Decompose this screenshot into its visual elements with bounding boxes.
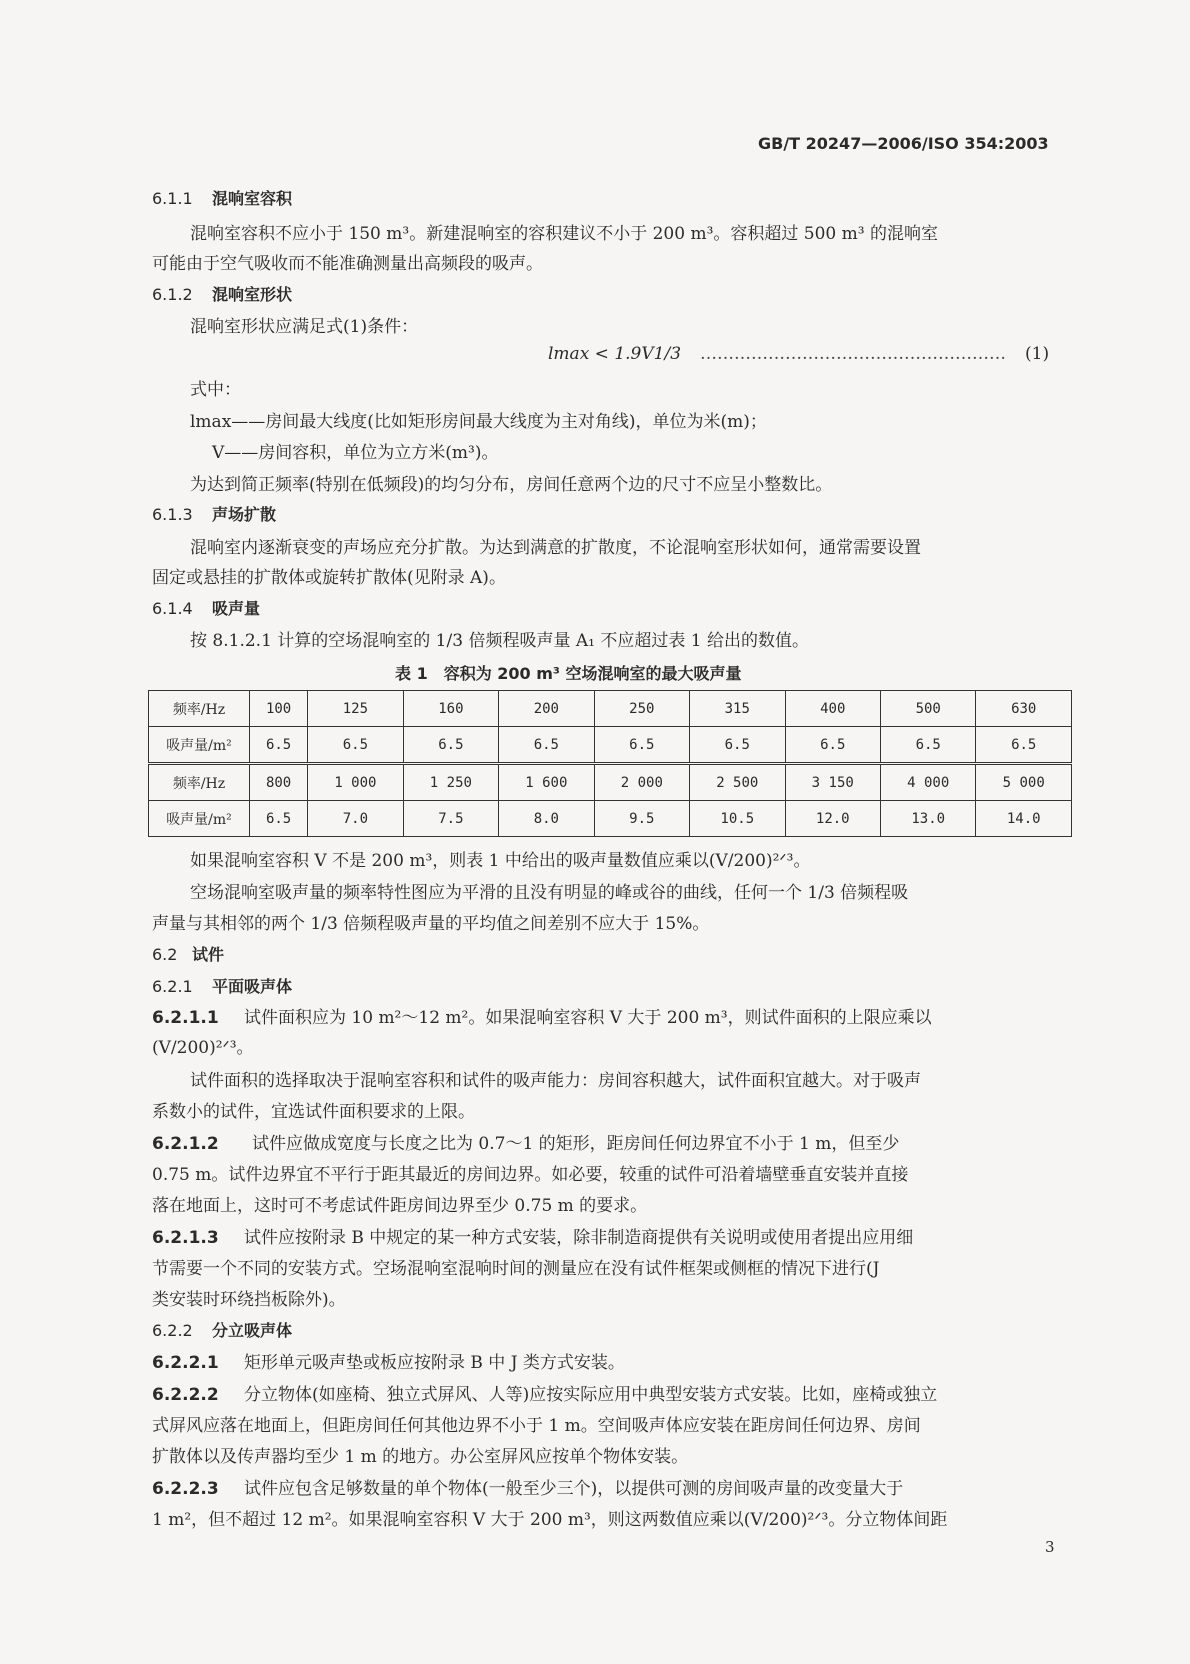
section-heading-6-2-1 <box>152 974 292 1000</box>
paragraph-line: 按 8.1.2.1 计算的空场混响室的 1/3 倍频程吸声量 A₁ 不应超过表 1 给出的数值。 <box>190 631 809 651</box>
formula-leader-dots: ……………………………………………… <box>700 344 1006 364</box>
paragraph-line: 混响室内逐渐衰变的声场应充分扩散。为达到满意的扩散度，不论混响室形状如何，通常需要设置 <box>190 538 921 558</box>
paragraph-line: 类安装时环绕挡板除外)。 <box>152 1290 346 1310</box>
table-cell: 7.0 <box>308 801 403 837</box>
table-cell: 2 500 <box>690 764 785 801</box>
section-heading-6-1-2 <box>152 282 292 308</box>
paragraph-line: 式屏风应落在地面上，但距房间任何其他边界不小于 1 m。空间吸声体应安装在距房间任何边界、房间 <box>152 1416 921 1436</box>
standard-code: GB/T 20247—2006/ISO 354:2003 <box>758 134 1049 153</box>
section-title: 声场扩散 <box>212 505 277 524</box>
table-cell: 5 000 <box>976 764 1072 801</box>
table-cell: 14.0 <box>976 801 1072 837</box>
table-cell: 6.5 <box>976 727 1072 764</box>
table-cell: 100 <box>250 691 308 727</box>
section-title: 试件 <box>192 945 225 964</box>
table-cell: 500 <box>880 691 975 727</box>
table-cell: 6.5 <box>250 801 308 837</box>
section-title: 分立吸声体 <box>212 1321 293 1340</box>
table-cell: 10.5 <box>690 801 785 837</box>
table-cell: 250 <box>594 691 689 727</box>
table-cell: 2 000 <box>594 764 689 801</box>
table-cell: 6.5 <box>308 727 403 764</box>
table-cell: 800 <box>250 764 308 801</box>
paragraph-line: 系数小的试件，宜选试件面积要求的上限。 <box>152 1102 475 1122</box>
paragraph-line: 1 m²，但不超过 12 m²。如果混响室容积 V 大于 200 m³，则这两数值应乘以(V/200)²ᐟ³。分立物体间距 <box>152 1510 948 1530</box>
paragraph-line <box>152 1005 932 1031</box>
paragraph-line: 可能由于空气吸收而不能准确测量出高频段的吸声。 <box>152 254 543 274</box>
section-number: 6.2 <box>152 945 178 964</box>
paragraph-line: 空场混响室吸声量的频率特性图应为平滑的且没有明显的峰或谷的曲线，任何一个 1/3 倍频程吸 <box>190 883 909 903</box>
table-cell: 8.0 <box>499 801 594 837</box>
table-cell: 12.0 <box>785 801 880 837</box>
paragraph-line: 节需要一个不同的安装方式。空场混响室混响时间的测量应在没有试件框架或侧框的情况下进行(J <box>152 1259 880 1279</box>
section-number: 6.2.1 <box>152 977 193 996</box>
paragraph-line <box>152 1476 903 1502</box>
section-number: 6.1.1 <box>152 189 193 208</box>
section-number: 6.2.2 <box>152 1321 193 1340</box>
table-cell: 160 <box>403 691 498 727</box>
paragraph-line: 试件面积的选择取决于混响室容积和试件的吸声能力：房间容积越大，试件面积宜越大。对于吸声 <box>190 1071 921 1091</box>
row-label: 频率/Hz <box>149 691 250 727</box>
paragraph-line: 0.75 m。试件边界宜不平行于距其最近的房间边界。如必要，较重的试件可沿着墙壁垂直安装并直接 <box>152 1165 909 1185</box>
section-number: 6.1.2 <box>152 285 193 304</box>
clause-number: 6.2.1.2 <box>152 1134 219 1154</box>
clause-text: 试件应做成宽度与长度之比为 0.7～1 的矩形，距房间任何边界宜不小于 1 m，但至少 <box>252 1134 900 1154</box>
table-cell: 400 <box>785 691 880 727</box>
paragraph-line: 固定或悬挂的扩散体或旋转扩散体(见附录 A)。 <box>152 568 506 588</box>
paragraph-line: 混响室容积不应小于 150 m³。新建混响室的容积建议不小于 200 m³。容积超过 500 m³ 的混响室 <box>190 224 938 244</box>
formula-1: lmax < 1.9V1/3 <box>548 344 682 364</box>
clause-text: 矩形单元吸声垫或板应按附录 B 中 J 类方式安装。 <box>244 1353 625 1373</box>
table-cell: 630 <box>976 691 1072 727</box>
absorption-table <box>148 690 1072 837</box>
paragraph-line <box>152 1225 913 1251</box>
section-title: 平面吸声体 <box>212 977 293 996</box>
table-cell: 1 250 <box>403 764 498 801</box>
paragraph-line: 混响室形状应满足式(1)条件： <box>190 317 419 337</box>
section-heading-6-2-2 <box>152 1318 292 1344</box>
table-cell: 125 <box>308 691 403 727</box>
paragraph-line <box>152 1131 899 1157</box>
paragraph-line: 落在地面上，这时可不考虑试件距房间边界至少 0.75 m 的要求。 <box>152 1196 648 1216</box>
table-cell: 1 000 <box>308 764 403 801</box>
clause-text: 分立物体(如座椅、独立式屏风、人等)应按实际应用中典型安装方式安装。比如，座椅或独立 <box>244 1385 938 1405</box>
row-label: 吸声量/m² <box>149 801 250 837</box>
section-title: 吸声量 <box>212 599 261 618</box>
table-cell: 6.5 <box>880 727 975 764</box>
table-cell: 6.5 <box>499 727 594 764</box>
table-cell: 6.5 <box>250 727 308 764</box>
clause-text: 试件应按附录 B 中规定的某一种方式安装，除非制造商提供有关说明或使用者提出应用细 <box>244 1228 914 1248</box>
table-row <box>149 764 1072 801</box>
paragraph-line <box>152 1382 937 1408</box>
section-heading-6-1-1 <box>152 186 292 212</box>
clause-number: 6.2.1.3 <box>152 1228 219 1248</box>
table-cell: 4 000 <box>880 764 975 801</box>
clause-text: 试件面积应为 10 m²～12 m²。如果混响室容积 V 大于 200 m³，则试件面积的上限应乘以 <box>244 1008 932 1028</box>
table-cell: 1 600 <box>499 764 594 801</box>
clause-number: 6.2.2.2 <box>152 1385 219 1405</box>
definition-v: V——房间容积，单位为立方米(m³)。 <box>212 443 499 463</box>
table-cell: 6.5 <box>690 727 785 764</box>
table-cell: 315 <box>690 691 785 727</box>
table-row <box>149 801 1072 837</box>
paragraph-line <box>152 1350 625 1376</box>
section-title: 混响室形状 <box>212 285 293 304</box>
table-row <box>149 691 1072 727</box>
clause-number: 6.2.1.1 <box>152 1008 219 1028</box>
section-title: 混响室容积 <box>212 189 293 208</box>
paragraph-line: 如果混响室容积 V 不是 200 m³，则表 1 中给出的吸声量数值应乘以(V/200)²ᐟ³。 <box>190 851 811 871</box>
page-number: 3 <box>1045 1538 1055 1556</box>
table-cell: 9.5 <box>594 801 689 837</box>
table-cell: 6.5 <box>785 727 880 764</box>
table-cell: 6.5 <box>403 727 498 764</box>
row-label: 吸声量/m² <box>149 727 250 764</box>
row-label: 频率/Hz <box>149 764 250 801</box>
table-cell: 200 <box>499 691 594 727</box>
table-cell: 6.5 <box>594 727 689 764</box>
where-label: 式中： <box>190 380 241 400</box>
section-heading-6-2 <box>152 942 224 968</box>
section-number: 6.1.4 <box>152 599 193 618</box>
formula-number: (1) <box>1025 344 1050 364</box>
table-row <box>149 727 1072 764</box>
paragraph-line: (V/200)²ᐟ³。 <box>152 1038 254 1058</box>
table-caption: 表 1 容积为 200 m³ 空场混响室的最大吸声量 <box>395 664 742 683</box>
clause-number: 6.2.2.3 <box>152 1479 219 1499</box>
section-number: 6.1.3 <box>152 505 193 524</box>
section-heading-6-1-4 <box>152 596 260 622</box>
clause-text: 试件应包含足够数量的单个物体(一般至少三个)，以提供可测的房间吸声量的改变量大于 <box>244 1479 904 1499</box>
paragraph-line: 声量与其相邻的两个 1/3 倍频程吸声量的平均值之间差别不应大于 15%。 <box>152 914 710 934</box>
table-cell: 3 150 <box>785 764 880 801</box>
clause-number: 6.2.2.1 <box>152 1353 219 1373</box>
table-cell: 7.5 <box>403 801 498 837</box>
section-heading-6-1-3 <box>152 502 276 528</box>
paragraph-line: 为达到简正频率(特别在低频段)的均匀分布，房间任意两个边的尺寸不应呈小整数比。 <box>190 475 833 495</box>
paragraph-line: 扩散体以及传声器均至少 1 m 的地方。办公室屏风应按单个物体安装。 <box>152 1447 689 1467</box>
table-cell: 13.0 <box>880 801 975 837</box>
definition-lmax: lmax——房间最大线度(比如矩形房间最大线度为主对角线)，单位为米(m)； <box>190 412 767 432</box>
